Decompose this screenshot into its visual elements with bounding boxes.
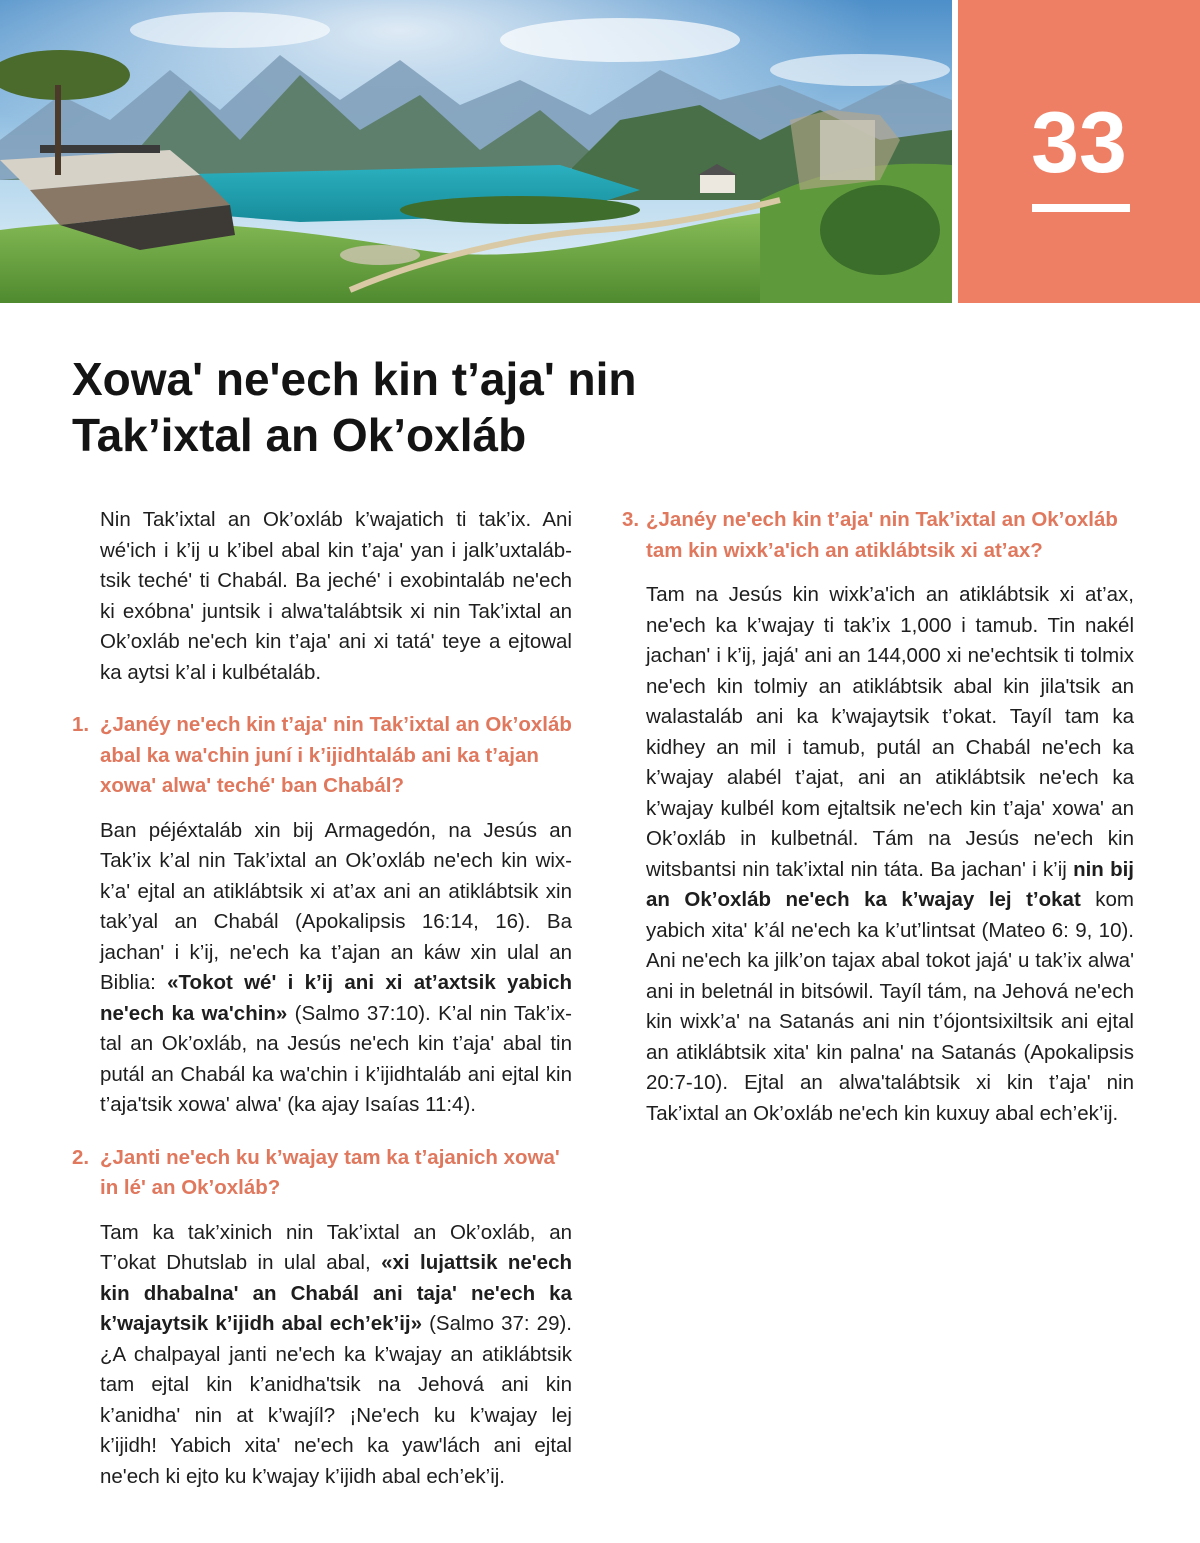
right-column (622, 505, 1134, 1151)
question-3-number: 3. (622, 508, 640, 531)
page-title (72, 351, 832, 463)
answer-1-bold-quote: «Tokot wé' i k’ij ani xi at’axtsik yabich ne'ech ka wa'chin» (100, 971, 572, 1025)
answer-2-text-b: (Salmo 37: 29). ¿A chalpayal janti ne'ech ka k’wajay an atiklábtsik tam ejtal kin k’anidha'tsik na Jehová ani kin k’anidha' nin at k’wajíl? ¡Ne'ech ku k’wajay lej k’ijidh! Yabich xita' ne'ech ka yaw'lách ani ejtal ne'ech ki ejto ku k’wajay k’ijidh abal ech’ek’ij. (100, 1312, 572, 1488)
answer-3-text-b: kom yabich xita' k’ál ne'ech ka k’ut’lintsat (Mateo 6: 9, 10). Ani ne'ech ka jilk’on tajax abal tokot jajá' u tak’ix alwa' ani in beletnál in bitsówil. Tayíl tám, na Jehová ne'ech kin wixk’a' na Satanás ani nin t’ójontsixiltsik ani ejtal an atiklábtsik xita' kin palna' na Satanás (Apokalipsis 20:7-10). Ejtal an alwa'talábtsik xi kin t’aja' nin Tak’ixtal an Ok’oxláb ne'ech kin kuxuy abal ech’ek’ij. (646, 888, 1134, 1125)
page-title-line-1: Xowa' ne'ech kin t’aja' nin (72, 353, 637, 405)
question-2-heading (72, 1143, 572, 1204)
chapter-number: 33 (1031, 95, 1127, 191)
answer-1-text-b: (Salmo 37:10). K’al nin Tak’ixtal an Ok’oxláb, na Jesús ne'ech kin t’aja' abal tin putál an Chabál ka wa'chin i k’ijidhtaláb ani ejtal kin t’aja'tsik xowa' alwa' (ka ajay Isaías 11:4). (100, 1001, 572, 1116)
answer-2-bold-quote: «xi lujattsik ne'ech kin dhabalna' an Chabál ani taja' ne'ech ka k’wajaytsik k’ijidh abal ech’ek’ij» (100, 1251, 572, 1335)
hero-landscape-image (0, 0, 952, 303)
answer-3-paragraph (622, 580, 1134, 1129)
question-1-text: ¿Janéy ne'ech kin t’aja' nin Tak’ixtal an Ok’oxláb abal ka wa'chin juní i k’ijidhtaláb ani ka t’ajan xowa' alwa' teché' ban Chabál? (100, 713, 572, 797)
left-column (72, 505, 572, 1514)
question-2-number: 2. (72, 1145, 90, 1169)
chapter-number-underline (1032, 204, 1130, 212)
question-1-number: 1. (72, 713, 90, 736)
answer-2-text-a: Tam ka tak’xinich nin Tak’ixtal an Ok’oxláb, an T’okat Dhutslab in ulal abal, (100, 1220, 572, 1274)
answer-3-bold-phrase: nin bij an Ok’oxláb ne'ech ka k’wajay lej t’okat (646, 857, 1134, 911)
question-2-text: ¿Janti ne'ech ku k’wajay tam ka t’ajanich xowa' in lé' an Ok’oxláb? (100, 1145, 560, 1199)
page-title-line-2: Tak’ixtal an Ok’oxláb (72, 409, 527, 461)
question-1-heading (72, 710, 572, 802)
answer-1-text-a: Ban péjéxtaláb xin bij Armagedón, na Jesús an Tak’ix k’al nin Tak’ixtal an Ok’oxláb ne'ech kin wixk’a' ejtal an atiklábtsik xi at’ax ani an atiklábtsik xin tak’yal an Chabál (Apokalipsis 16:14, 16). Ba jachan' i k’ij, ne'ech ka t’ajan an káw xin ulal an Biblia: (100, 818, 572, 994)
answer-2-paragraph (72, 1218, 572, 1493)
answer-3-text-a: Tam na Jesús kin wixk’a'ich an atiklábtsik xi at’ax, ne'ech ka k’wajay ti tak’ix 1,000 i tamub. Tin nakél jachan' i k’ij, jajá' ani an 144,000 xi ne'echtsik ti tolmix ne'ech kin tolmiy an atiklábtsik abal kin jila'tsik an walastaláb ani ka k’wajaytsik t’okat. Tayíl tam ka kidhey an mil i tamub, putál an Chabál ne'ech ka k’wajay alabél t’ajat, ani an atiklábtsik ne'ech ka k’wajay kulbél kom ejtaltsik ne'ech kin t’aja' xowa' an Ok’oxláb in kulbetnál. Tám na Jesús ne'ech kin witsbantsi nin tak’ixtal nin táta. Ba jachan' i k’ij (646, 583, 1134, 881)
question-3-heading (622, 505, 1134, 566)
intro-paragraph: Nin Tak’ixtal an Ok’oxláb k’wajatich ti tak’ix. Ani wé'ich i k’ij u k’ibel abal kin t’aja' yan i jalk’uxtalábtsik teché' ti Chabál. Ba jeché' i exobintaláb ne'ech ki exóbna' juntsik i alwa'talábtsik xi nin Tak’ixtal an Ok’oxláb ne'ech kin t’aja' ani xi tatá' teye a ejtowal ka aytsi k’al i kulbétaláb. (100, 508, 572, 684)
chapter-badge (958, 0, 1200, 303)
question-3-text: ¿Janéy ne'ech kin t’aja' nin Tak’ixtal an Ok’oxláb tam kin wixk’a'ich an atiklábtsik xi at’ax? (646, 508, 1118, 562)
answer-1-paragraph (72, 816, 572, 1121)
